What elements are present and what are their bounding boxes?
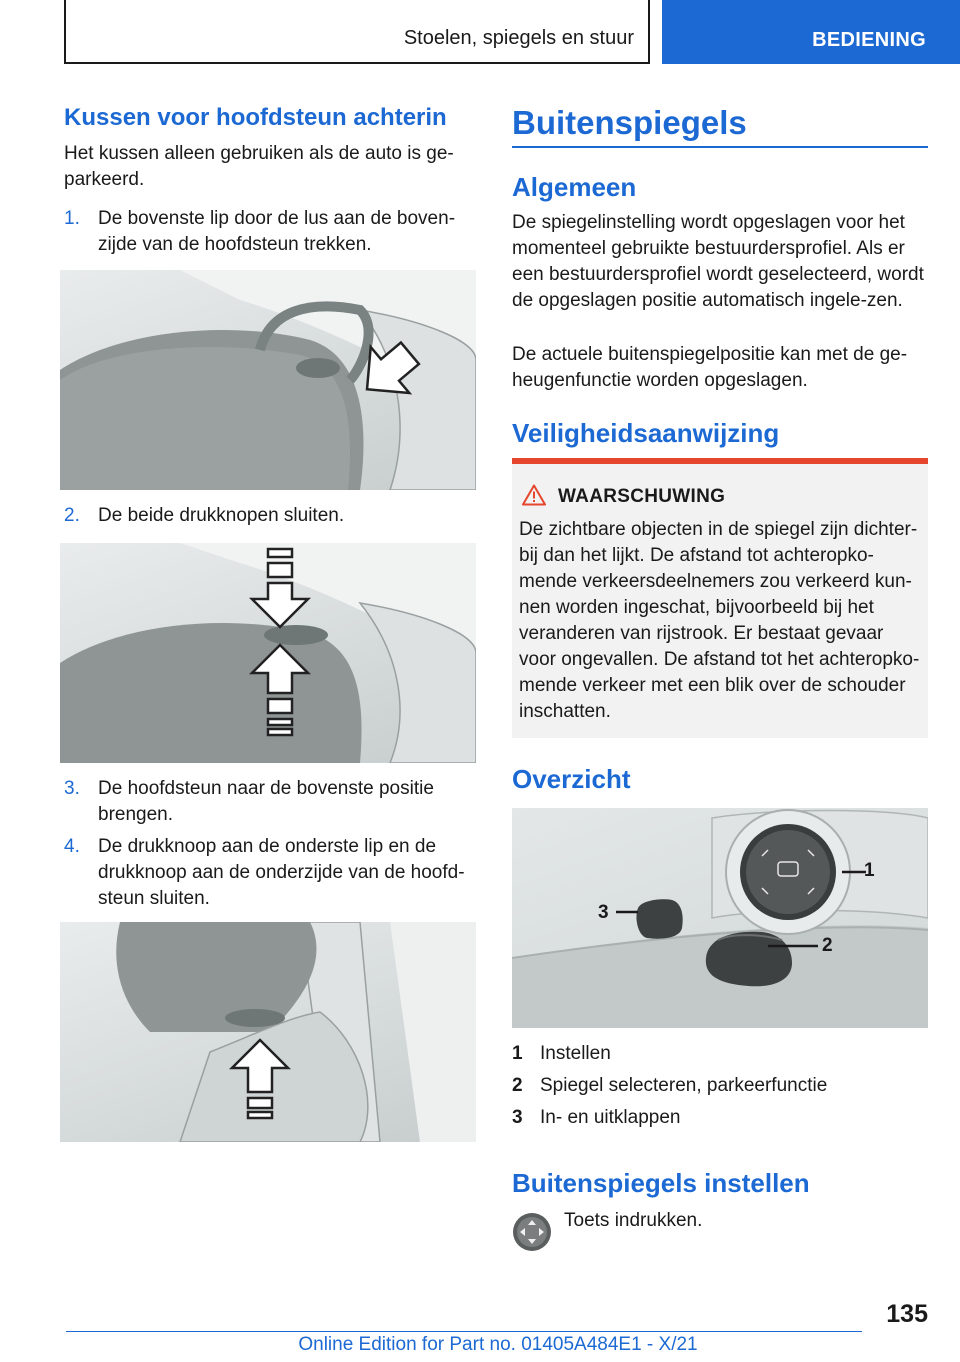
legend-text: Instellen [540,1043,611,1064]
legend-item-1 [512,1041,928,1067]
callout-1: 1 [864,860,875,881]
safety-heading: Veiligheidsaanwijzing [512,418,780,448]
overview-heading: Overzicht [512,764,631,794]
step-number: 4. [64,836,80,857]
adjust-mirrors-text: Toets indrukken. [564,1210,703,1231]
step-number: 3. [64,778,80,799]
footer-divider [66,1331,862,1332]
headrest-intro-text: Het kussen alleen gebruiken als de auto is ge-parkeerd. [64,143,454,190]
mirror-adjust-button-icon [512,1212,552,1252]
step-item-2 [64,503,478,529]
outside-mirrors-heading: Buitenspiegels [512,104,747,141]
legend-item-2 [512,1073,928,1099]
headrest-step4-illustration [60,922,476,1142]
callout-2: 2 [822,935,833,956]
legend-item-3 [512,1105,928,1131]
general-heading: Algemeen [512,172,637,202]
legend-text: In- en uitklappen [540,1107,681,1128]
footer-edition: Online Edition for Part no. 01405A484E1 - X/21 [298,1334,698,1355]
step-text: De drukknoop aan de onderste lip en de drukknoop aan de onderzijde van de hoofd-steun sluiten. [98,836,465,909]
legend-number: 2 [512,1075,523,1096]
header-chapter-label: BEDIENING [812,29,926,51]
heading-divider [512,146,928,148]
headrest-step1-illustration [60,270,476,490]
step-item-1 [64,206,478,258]
warning-text: De zichtbare objecten in de spiegel zijn dichter-bij dan het lijkt. De afstand tot achteropko-mende verkeersdeelnemers zou verkeerd kun-nen worden ingeschat, bijvoorbeeld bij het veranderen van rijstrook. Er bestaat gevaar voor ongevallen. De afstand tot het achteropko-mende verkeer met een blik over de schouder inschatten. [519,519,920,722]
legend-text: Spiegel selecteren, parkeerfunctie [540,1075,828,1096]
general-paragraph-1: De spiegelinstelling wordt opgeslagen voor het momenteel gebruikte bestuurdersprofiel. Als er een bestuurdersprofiel wordt geselecteerd, wordt de opgeslagen positie automatisch ingele-zen. [512,212,924,311]
step-item-4 [64,834,478,912]
step-text: De bovenste lip door de lus aan de boven-zijde van de hoofdsteun trekken. [98,208,456,255]
step-item-3 [64,776,478,828]
callout-3: 3 [598,902,609,923]
header-section-box [64,0,650,64]
step-text: De hoofdsteun naar de bovenste positie brengen. [98,778,434,825]
mirror-controls-illustration [512,808,928,1028]
page-number: 135 [886,1300,928,1328]
headrest-step2-illustration [60,543,476,763]
header-chapter-tab[interactable] [662,0,960,64]
legend-number: 3 [512,1107,523,1128]
step-number: 1. [64,208,80,229]
header-section-title: Stoelen, spiegels en stuur [403,27,634,49]
headrest-cushion-heading: Kussen voor hoofdsteun achterin [64,104,447,131]
step-text: De beide drukknopen sluiten. [98,505,345,526]
general-paragraph-2: De actuele buitenspiegelpositie kan met de ge-heugenfunctie worden opgeslagen. [512,344,908,391]
legend-number: 1 [512,1043,523,1064]
warning-triangle-icon [522,484,546,506]
warning-label: WAARSCHUWING [558,486,726,507]
adjust-mirrors-heading: Buitenspiegels instellen [512,1168,810,1198]
step-number: 2. [64,505,80,526]
